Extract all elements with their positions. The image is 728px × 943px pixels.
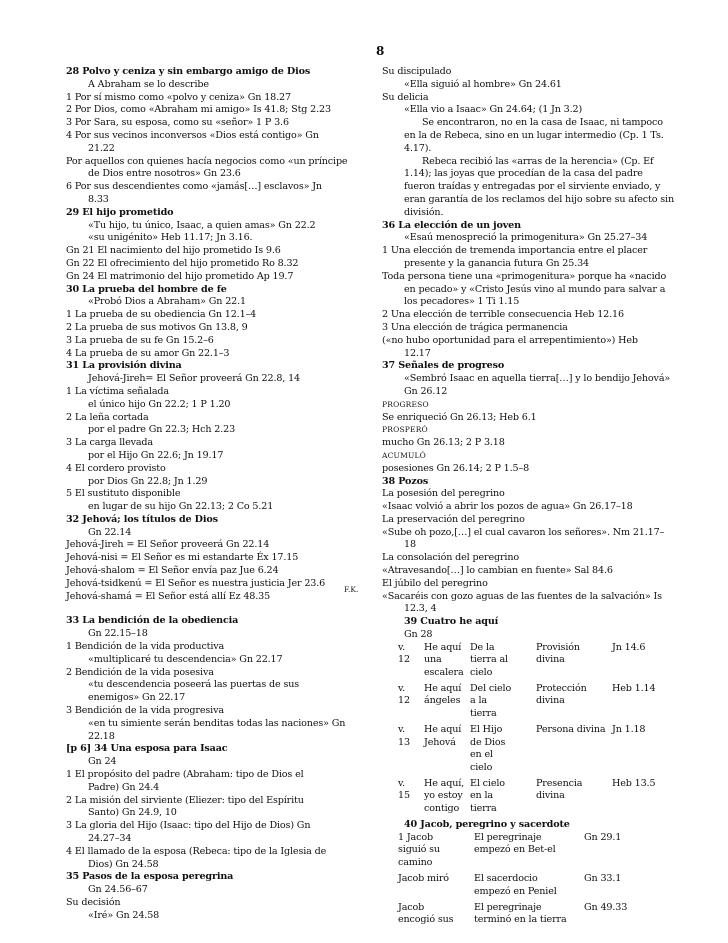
text-line: por el Hijo Gn 22.6; Jn 19.17 [88,449,224,461]
table-jacob [398,832,654,931]
text-line: Gn 21 El nacimiento del hijo prometido Is 9.6 [66,245,281,257]
text-line: Jehová-tsidkenú = El Señor es nuestra justicia Jer 23.6 [66,577,326,589]
text-line: Jehová-Jireh= El Señor proveerá Gn 22.8, 14 [88,373,301,385]
text-line: 8.33 [88,193,109,205]
text-line: Rebeca recibió las «arras de la herencia» (Cp. Ef [422,155,654,167]
table-cell: He aquí, yo estoy contigo [424,777,465,814]
text-line: por Dios Gn 22.8; Jn 1.29 [88,475,208,487]
text-line: 1 Por sí mismo como «polvo y ceniza» Gn 18.27 [66,91,291,103]
text-line: «en tu simiente serán benditas todas las naciones» Gn [88,717,346,729]
text-line: 3 La gloria del Hijo (Isaac: tipo del Hijo de Dios) Gn [66,820,311,832]
text-line: 2 Por Dios, como «Abraham mi amigo» Is 41.8; Stg 2.23 [66,104,331,116]
text-line: 3 Bendición de la vida progresiva [66,705,224,717]
table-cell: El Hijo de Dios en el cielo [470,724,506,773]
table-row [398,832,654,873]
text-line: 2 La misión del sirviente (Eliezer: tipo del Espíritu [66,794,304,806]
text-line: 1.14); las joyas que procedían de la casa del padre [404,168,643,180]
text-line: los pecadores» 1 Ti 1.15 [404,296,520,308]
text-line: «Ella vio a Isaac» Gn 24.64; (1 Jn 3.2) [404,104,583,116]
table-row [398,724,658,778]
table-cell: El sacerdocio empezó en Peniel [474,873,557,897]
table-row [398,778,658,819]
text-line: 4 Por sus vecinos inconversos «Dios está contigo» Gn [66,129,319,141]
table-cell: Presencia divina [536,777,583,802]
text-line: «Sembró Isaac en aquella tierra[…] y lo bendijo Jehová» [404,373,671,385]
text-line: de Dios entre nosotros» Gn 23.6 [88,168,241,180]
text-line: 5 El sustituto disponible [66,488,181,500]
text-line: «Esaú menospreció la primogenitura» Gn 25.27–34 [404,232,648,244]
text-line [66,603,362,615]
text-line: Por aquellos con quienes hacía negocios como «un príncipe [66,155,348,167]
table-cell: Del cielo a la tierra [470,683,512,719]
text-line: «Probó Dios a Abraham» Gn 22.1 [88,296,246,308]
text-line: Jehová-shalom = El Señor envía paz Jue 6.24 [66,565,279,577]
text-line: 1 El propósito del padre (Abraham: tipo de Dios el [66,769,304,781]
text-line: Gn 24.56–67 [88,884,148,896]
text-line: PROGRESO [382,399,429,409]
text-line: La posesión del peregrino [382,488,505,500]
text-line: «Sube oh pozo,[…] el cual cavaron los señores». Nm 21.17– [382,526,665,538]
text-line: («no hubo oportunidad para el arrepentimiento») Heb [382,334,638,346]
text-line: Toda persona tiene una «primogenitura» porque ha «nacido [382,270,667,282]
table-cell: v. 13 [398,724,410,748]
text-line: 2 Bendición de la vida posesiva [66,666,214,678]
table-cuatro-he-aqui [398,642,658,819]
table-cell: He aquí ángeles [424,683,462,707]
text-line: «Iré» Gn 24.58 [88,909,160,921]
text-line: 1 La víctima señalada [66,385,169,397]
text-line: 6 Por sus descendientes como «jamás[…] esclavos» Jn [66,181,322,193]
table-cell: Heb 13.5 [612,777,656,789]
table-row [398,683,658,724]
text-line: en lugar de su hijo Gn 22.13; 2 Co 5.21 [88,501,274,513]
table-cell: Gn 29.1 [584,831,622,843]
section-heading: 28 Polvo y ceniza y sin embargo amigo de Dios [66,66,311,77]
text-line: 2 La prueba de sus motivos Gn 13.8, 9 [66,321,248,333]
left-column [66,66,362,923]
text-line: 4 El cordero provisto [66,462,166,474]
text-line: Se encontraron, no en la casa de Isaac, ni tampoco [422,117,663,129]
text-line: 21.22 [88,142,115,154]
text-line: La preservación del peregrino [382,513,525,525]
text-line: 24.27–34 [88,833,132,845]
text-line: 12.3, 4 [404,603,437,615]
text-line: El júbilo del peregrino [382,577,488,589]
table-cell: He aquí Jehová [424,724,462,748]
table-cell: El cielo en la tierra [470,777,505,814]
text-line: por el padre Gn 22.3; Hch 2.23 [88,424,236,436]
right-column [382,66,672,931]
text-line: Padre) Gn 24.4 [88,781,160,793]
text-line: enemigos» Gn 22.17 [88,692,186,704]
text-line: 18 [404,539,416,551]
text-line: 12.17 [404,347,431,359]
table-row [398,642,658,683]
table-cell: Provisión divina [536,641,580,666]
table-cell: Jacob encogió sus [398,901,454,926]
right-text [382,66,672,642]
text-line: Jehová-shamá = El Señor está allí Ez 48.35 [66,590,271,602]
text-line: 3 Una elección de trágica permanencia [382,321,568,333]
text-line: 4.17). [404,142,432,154]
text-line: «Isaac volvió a abrir los pozos de agua» Gn 26.17–18 [382,501,633,513]
table-cell: El peregrinaje terminó en la tierra [474,901,567,926]
table-row [398,873,654,902]
text-line: 2 La leña cortada [66,411,149,423]
text-line: mucho Gn 26.13; 2 P 3.18 [382,437,505,449]
text-line: Gn 28 [404,629,433,641]
text-line: Dios) Gn 24.58 [88,858,159,870]
text-line: 4 El llamado de la esposa (Rebeca: tipo de la Iglesia de [66,845,327,857]
text-line: 2 Una elección de terrible consecuencia Heb 12.16 [382,309,624,321]
table-cell: Persona divina [536,724,606,736]
text-line: «Sacaréis con gozo aguas de las fuentes de la salvación» Is [382,590,662,602]
section-heading: 29 El hijo prometido [66,206,174,218]
text-line: 1 La prueba de su obediencia Gn 12.1–4 [66,309,257,321]
section-heading: 35 Pasos de la esposa peregrina [66,871,234,883]
text-line: en la de Rebeca, sino en un lugar intermedio (Cp. 1 Ts. [404,129,664,141]
table-cell: Jn 1.18 [612,724,646,736]
text-line: «Ella siguió al hombre» Gn 24.61 [404,78,562,90]
text-line: Santo) Gn 24.9, 10 [88,807,177,819]
text-line: Gn 22 El ofrecimiento del hijo prometido Ro 8.32 [66,257,299,269]
text-line: Gn 22.14 [88,526,132,538]
text-line: en pecado» y «Cristo Jesús vino al mundo para salvar a [404,283,666,295]
table-cell: v. 12 [398,683,410,707]
text-line: A Abraham se lo describe [88,78,209,90]
section-heading: 38 Pozos [382,475,429,487]
text-line: Su delicia [382,91,429,103]
text-line: división. [404,206,444,218]
text-line: Se enriqueció Gn 26.13; Heb 6.1 [382,411,537,423]
table-row [398,902,654,931]
section-heading: 39 Cuatro he aquí [404,616,499,628]
table-cell: He aquí una escalera [424,641,464,678]
text-line: La consolación del peregrino [382,552,519,564]
text-line: «multiplicaré tu descendencia» Gn 22.17 [88,653,283,665]
table-cell: Jacob miró [398,873,449,885]
page-number: 8 [376,44,385,58]
text-line: Gn 24 El matrimonio del hijo prometido Ap 19.7 [66,270,294,282]
text-line: eran garantía de los reclamos del hijo sobre su afecto sin [404,193,674,205]
text-line: 3 Por Sara, su esposa, como su «señor» 1 P 3.6 [66,117,289,129]
text-line: PROSPERÓ [382,425,428,435]
text-line: Su decisión [66,897,121,908]
section-heading: 31 La provisión divina [66,360,182,372]
table-cell: v. 15 [398,777,410,802]
text-line: 3 La carga llevada [66,437,153,449]
text-line: 3 La prueba de su fe Gn 15.2–6 [66,334,214,346]
section-heading: 36 La elección de un joven [382,219,521,231]
table-cell: v. 12 [398,641,410,666]
text-line: Gn 26.12 [404,385,448,397]
text-line: 22.18 [88,730,115,742]
text-line: fueron traídas y entregadas por el sirviente enviado, y [404,181,661,193]
section-heading: 32 Jehová; los títulos de Dios [66,513,218,525]
section-heading: 30 La prueba del hombre de fe [66,283,227,295]
text-line: Su discipulado [382,66,452,77]
table-cell: Gn 33.1 [584,873,622,885]
text-line: 1 Bendición de la vida productiva [66,641,225,653]
table-cell: Heb 1.14 [612,683,656,695]
text-line: «Atravesando[…] lo cambian en fuente» Sal 84.6 [382,565,613,577]
footer-mark: F.K. [344,585,359,594]
heading-40: 40 Jacob, peregrino y sacerdote [404,819,570,831]
table-cell: 1 Jacob siguió su camino [398,831,440,868]
table-cell: El peregrinaje empezó en Bet-el [474,831,556,856]
text-line: posesiones Gn 26.14; 2 P 1.5–8 [382,462,530,474]
text-line: «tu descendencia poseerá las puertas de sus [88,679,300,691]
table-cell: De la tierra al cielo [470,641,508,678]
text-line: «su unigénito» Heb 11.17; Jn 3.16. [88,232,253,244]
table-cell: Protección divina [536,683,587,707]
text-line: Gn 22.15–18 [88,628,148,640]
text-line: «Tu hijo, tu único, Isaac, a quien amas» Gn 22.2 [88,219,316,231]
text-line: el único hijo Gn 22.2; 1 P 1.20 [88,398,231,410]
text-line: ACUMULÓ [382,450,427,460]
section-heading: 37 Señales de progreso [382,360,505,372]
section-heading: 33 La bendición de la obediencia [66,615,239,627]
text-line: 4 La prueba de su amor Gn 22.1–3 [66,347,230,359]
text-line: Jehová-Jireh = El Señor proveerá Gn 22.14 [66,539,270,551]
section-heading: [p 6] 34 Una esposa para Isaac [66,743,228,755]
text-line: Jehová-nisi = El Señor es mi estandarte Éx 17.15 [66,552,299,564]
text-line: 1 Una elección de tremenda importancia entre el placer [382,245,648,257]
text-line: presente y la ganancia futura Gn 25.34 [404,257,589,269]
table-cell: Jn 14.6 [612,641,646,653]
table-cell: Gn 49.33 [584,901,628,913]
text-line: Gn 24 [88,756,117,768]
